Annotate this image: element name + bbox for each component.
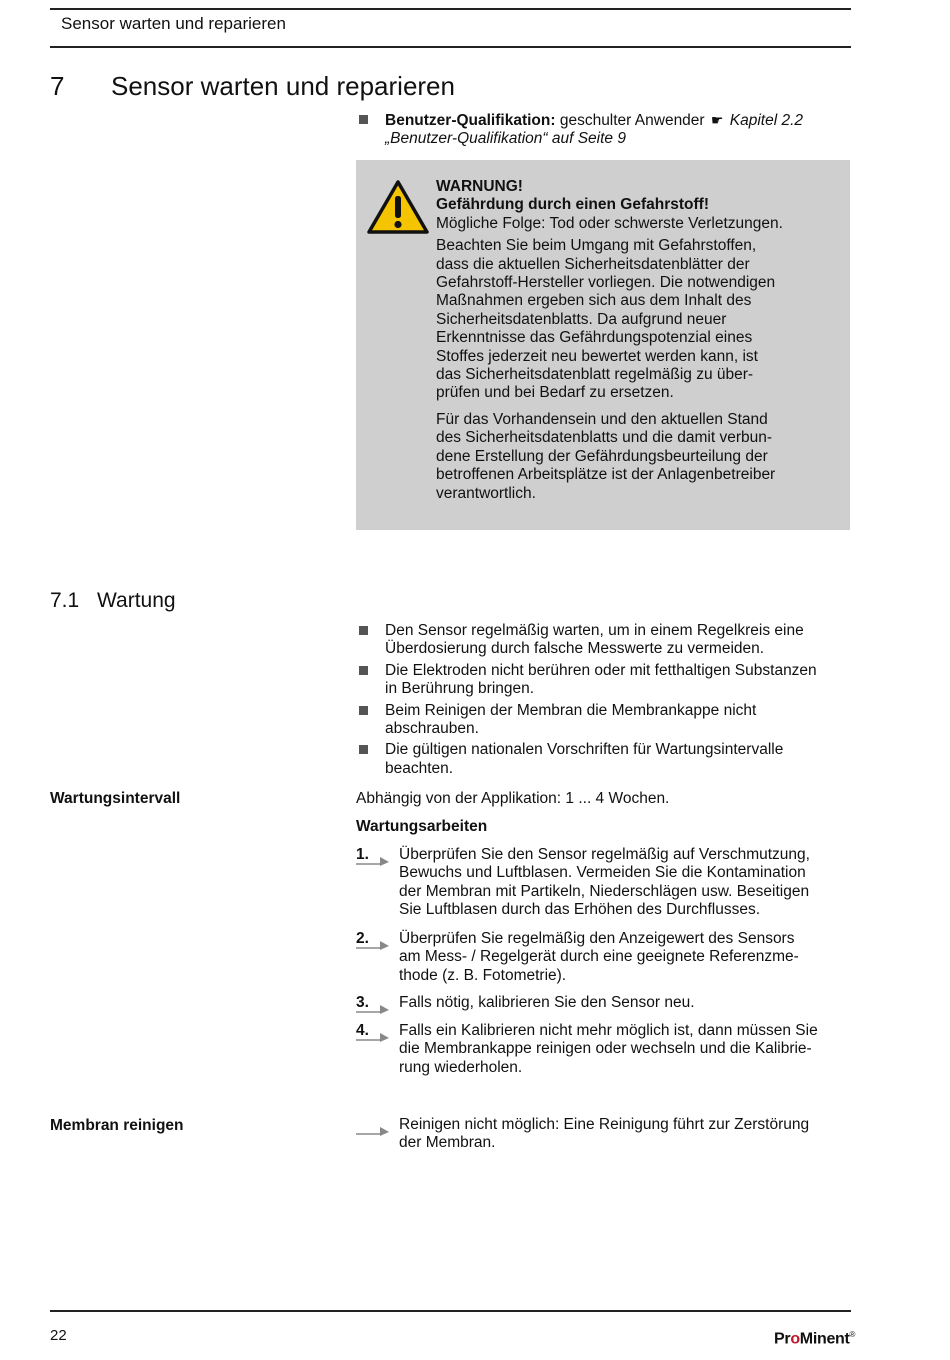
list-item: Die gültigen nationalen Vorschriften für Wartungsintervalle beachten. [356,741,850,778]
warning-box [356,160,850,530]
prominent-logo: ProMinent® [774,1330,856,1348]
running-header: Sensor warten und reparieren [61,14,286,33]
step-1 [356,846,850,920]
bullet-square-icon [359,115,368,124]
step-text: Falls nötig, kalibrieren Sie den Sensor neu. [399,994,695,1011]
interval-label: Wartungsintervall [50,790,181,807]
warning-hazard: Gefährdung durch einen Gefahrstoff! [436,196,709,214]
tasks-heading: Wartungsarbeiten [356,818,488,835]
step-number: 2. [356,930,369,947]
header-top-rule [50,8,851,10]
step-3 [356,994,850,1014]
step-arrow-icon [356,1030,390,1042]
list-item: Die Elektroden nicht berühren oder mit fetthaltigen Substanzen in Berührung bringen. [356,662,850,699]
membrane-text: Reinigen nicht möglich: Eine Reinigung führt zur Zerstörung der Membran. [399,1116,810,1152]
footer-rule [50,1310,851,1312]
bullet-square-icon [359,666,368,675]
chapter-number: 7 [50,71,65,101]
step-text: Falls ein Kalibrieren nicht mehr möglich ist, dann müssen Sie die Membrankappe reinigen oder wechseln und die Kalibrie- rung wiederholen. [399,1022,818,1076]
interval-text: Abhängig von der Applikation: 1 ... 4 Wochen. [356,790,670,807]
membrane-result [356,1116,850,1156]
section-number: 7.1 [50,589,80,612]
qualification-list [356,111,850,152]
cross-reference-link[interactable]: Kapitel 2.2 „Benutzer-Qualifikation“ auf Seite 9 [385,112,804,148]
header-bottom-rule [50,46,851,48]
step-arrow-icon [356,1002,390,1014]
membrane-label: Membran reinigen [50,1117,184,1134]
warning-paragraph-2: Für das Vorhandensein und den aktuellen Stand des Sicherheitsdatenblatts und die damit verbun- dene Erstellung der Gefährdungsbeurteilung der betroffenen Arbeitsplätze ist der Anlagenbetreiber verantwortlich. [436,410,776,502]
maintenance-bullet-list [356,622,850,781]
warning-triangle-icon [366,179,430,235]
bullet-square-icon [359,706,368,715]
bullet-square-icon [359,745,368,754]
step-arrow-icon [356,854,390,866]
chapter-title: Sensor warten und reparieren [111,71,455,101]
step-number: 1. [356,846,369,863]
page-number: 22 [50,1327,67,1344]
step-number: 4. [356,1022,369,1039]
qualification-label: Benutzer-Qualifikation: [385,112,556,129]
cross-reference-icon: ☛ [710,112,724,128]
warning-consequence: Mögliche Folge: Tod oder schwerste Verletzungen. [436,214,783,232]
step-4 [356,1022,850,1078]
step-text: Überprüfen Sie regelmäßig den Anzeigewert des Sensors am Mess- / Regelgerät durch eine geeignete Referenzme- thode (z. B. Fotometrie). [399,930,799,984]
section-title: Wartung [97,589,176,612]
result-arrow-icon [356,1124,390,1136]
list-item: Beim Reinigen der Membran die Membrankappe nicht abschrauben. [356,702,850,739]
list-item: Den Sensor regelmäßig warten, um in einem Regelkreis eine Überdosierung durch falsche Messwerte zu vermeiden. [356,622,850,659]
qualification-item [356,111,850,149]
bullet-square-icon [359,626,368,635]
qualification-text: geschulter Anwender [559,112,705,129]
step-text: Überprüfen Sie den Sensor regelmäßig auf Verschmutzung, Bewuchs und Luftblasen. Vermeiden Sie die Kontamination der Membran mit Partikeln, Niederschlägen usw. Beseitigen Sie Luftblasen durch das Erhöhen des Durchflusses. [399,846,810,919]
step-number: 3. [356,994,369,1011]
warning-paragraph-1: Beachten Sie beim Umgang mit Gefahrstoffen, dass die aktuellen Sicherheitsdatenblätter der Gefahrstoff-Hersteller vorliegen. Die notwendigen Maßnahmen ergeben sich aus dem Inhalt des Sicherheitsdatenblatts. Da aufgrund neuer Erkenntnisse das Gefährdungspotenzial eines Stoffes jederzeit neu bewertet werden kann, ist das Sicherheitsdatenblatt regelmäßig zu über- prüfen und bei Bedarf zu ersetzen. [436,237,776,402]
warning-signal-word: WARNUNG! [436,178,523,195]
warning-text [436,178,836,511]
step-2 [356,930,850,986]
step-arrow-icon [356,938,390,950]
